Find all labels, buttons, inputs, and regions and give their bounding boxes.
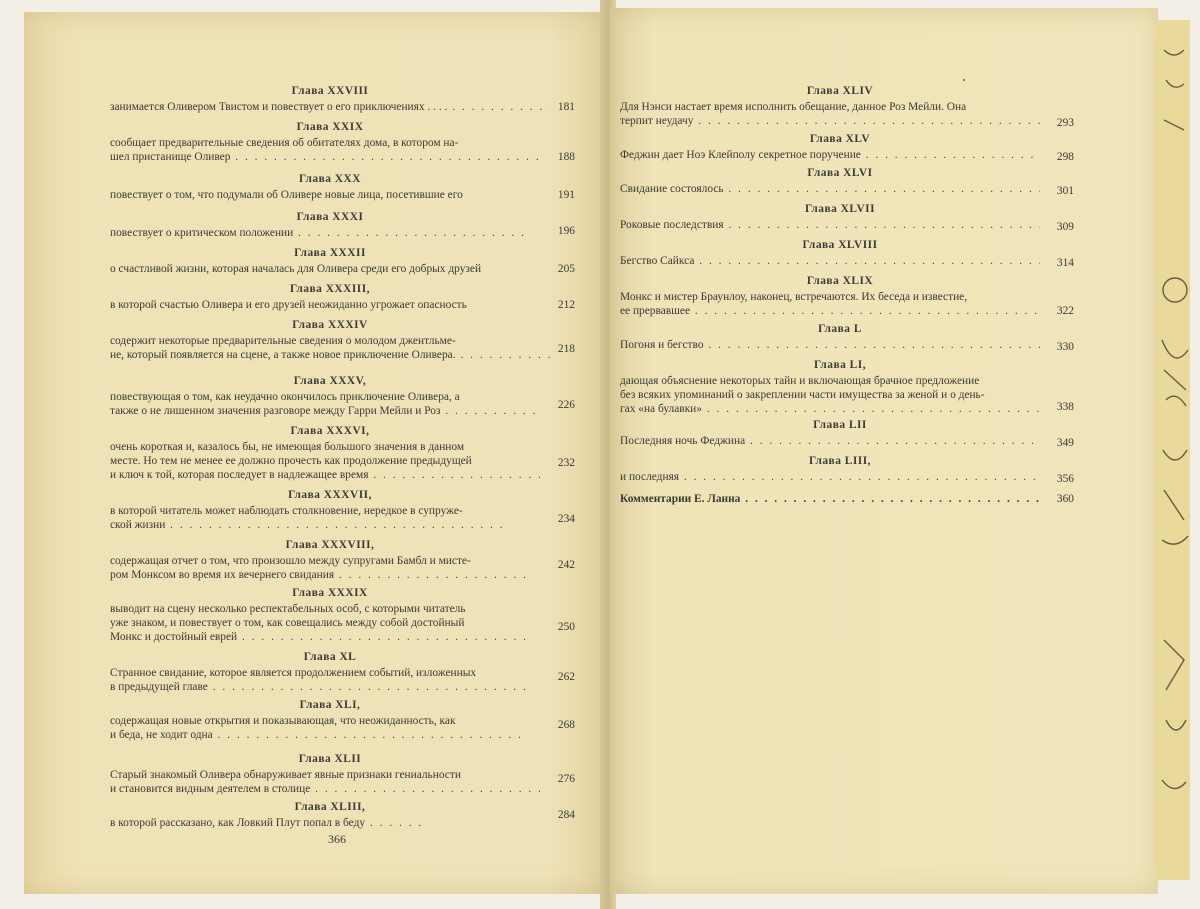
entry-text: не, который появляется на сцене, а также новое приключение Оливера. . . . xyxy=(110,348,550,362)
entry-text: Старый знакомый Оливера обнаруживает явные признаки гениальности xyxy=(110,769,461,781)
entry-text: ее прервавшее . . . xyxy=(620,304,1040,318)
entry-text: повествует о том, что подумали об Оливере новые лица, посетившие его xyxy=(110,189,463,201)
page-ref: 276 xyxy=(557,773,575,785)
page-ref: 196 xyxy=(557,225,575,237)
entry-text: повествующая о том, как неудачно окончилось приключение Оливера, а xyxy=(110,391,460,403)
entry-text: терпит неудачу . . . xyxy=(620,114,1040,128)
chapter-heading: Глава XXXIV xyxy=(292,319,368,331)
entry-text: содержащая отчет о том, что произошло между супругами Бамбл и мисте- xyxy=(110,555,471,567)
page-ref: 301 xyxy=(1056,185,1074,197)
chapter-heading: Глава L xyxy=(818,323,862,335)
page-ref: 181 xyxy=(557,101,575,113)
toc-entry xyxy=(620,274,1080,318)
page-ref: 360 xyxy=(1056,493,1074,505)
entry-text: Монкс и достойный еврей . . . xyxy=(110,630,530,644)
entry-text: и последняя . . . xyxy=(620,470,1040,484)
chapter-heading: Глава XXX xyxy=(299,173,361,185)
chapter-heading: Глава XLVII xyxy=(804,203,876,215)
page-ref: 330 xyxy=(1056,341,1074,353)
page-ref: 309 xyxy=(1056,221,1074,233)
page-ref: 356 xyxy=(1056,473,1074,485)
entry-text: ром Монксом во время их вечернего свидания . . . xyxy=(110,568,530,582)
chapter-heading: Глава XXXVII, xyxy=(288,489,372,501)
chapter-heading: Глава XXVIII xyxy=(291,85,369,97)
entry-text: сообщает предварительные сведения об обитателях дома, в котором на- xyxy=(110,137,459,149)
page-ref: 226 xyxy=(557,399,575,411)
page-ref: 212 xyxy=(557,299,575,311)
page-ref: 262 xyxy=(557,671,575,683)
entry-text: уже знаком, и повествует о том, как совещались между собой достойный xyxy=(110,617,465,629)
page-ref: 349 xyxy=(1056,437,1074,449)
page-ref: 242 xyxy=(557,559,575,571)
chapter-heading: Глава XLVI xyxy=(807,167,873,179)
page-ref: 250 xyxy=(557,621,575,633)
toc-entry xyxy=(620,202,1080,232)
chapter-heading: Глава XXXI xyxy=(296,211,364,223)
chapter-heading: Глава XXXVI, xyxy=(290,425,370,437)
toc-entry xyxy=(620,418,1080,448)
toc-entry xyxy=(620,238,1080,268)
entry-text: Феджин дает Ноэ Клейполу секретное поручение . . . xyxy=(620,148,1040,162)
page-ref: 205 xyxy=(557,263,575,275)
chapter-heading: Глава XLVIII xyxy=(802,239,878,251)
chapter-heading: Глава LIII, xyxy=(809,455,871,467)
page-ref: 191 xyxy=(557,189,575,201)
page-ref: 268 xyxy=(557,719,575,731)
toc-entry xyxy=(620,132,1080,162)
commentary-entry: Комментарии Е. Ланна . . . xyxy=(620,492,1040,506)
page-ref: 232 xyxy=(557,457,575,469)
entry-text: гах «на булавки» . . . xyxy=(620,402,1040,416)
entry-text: Роковые последствия . . . xyxy=(620,218,1040,232)
entry-text: содержит некоторые предварительные сведения о молодом джентльме- xyxy=(110,335,456,347)
entry-text: Свидание состоялось . . . xyxy=(620,182,1040,196)
chapter-heading: Глава XLV xyxy=(809,133,871,145)
entry-text: шел пристанище Оливер . . . xyxy=(110,150,540,164)
page-number: 366 xyxy=(328,832,346,846)
chapter-heading: Глава LI, xyxy=(813,359,867,371)
page-ref: 284 xyxy=(557,809,575,821)
toc-entry xyxy=(620,492,1080,506)
entry-text: в предыдущей главе . . . xyxy=(110,680,530,694)
entry-text: Бегство Сайкса . . . xyxy=(620,254,1040,268)
entry-text: Монкс и мистер Браунлоу, наконец, встречаются. Их беседа и известие, xyxy=(620,291,968,303)
entry-text: занимается Оливером Твистом и повествует о его приключениях . . . . . . . xyxy=(110,100,550,114)
entry-text: ской жизни . . . xyxy=(110,518,510,532)
chapter-heading: Глава XLIII, xyxy=(294,801,366,813)
chapter-heading: Глава XXXVIII, xyxy=(285,539,375,551)
chapter-heading: Глава XXXII xyxy=(294,247,366,259)
entry-text: выводит на сцену несколько респектабельных особ, с которыми читатель xyxy=(110,603,466,615)
entry-text: о счастливой жизни, которая началась для Оливера среди его добрых друзей xyxy=(110,263,482,275)
entry-text: без всяких упоминаний о закреплении части имущества за женой и о день- xyxy=(620,389,985,401)
entry-text: Странное свидание, которое является продолжением событий, изложенных xyxy=(110,667,477,679)
entry-text: Погоня и бегство . . . xyxy=(620,338,1040,352)
chapter-heading: Глава XLIV xyxy=(806,85,874,97)
entry-text: в которой рассказано, как Ловкий Плут попал в беду . . . xyxy=(110,816,425,830)
page-ref: 218 xyxy=(557,343,575,355)
chapter-heading: Глава XLII xyxy=(298,753,362,765)
entry-text: и беда, не ходит одна . . . xyxy=(110,728,520,742)
toc-entry xyxy=(620,322,1080,352)
entry-text: также о не лишенном значения разговоре между Гарри Мейли и Роз . . . xyxy=(110,404,540,418)
entry-text: и ключ к той, которая последует в надлежащее время . . . xyxy=(110,468,540,482)
top-dot xyxy=(963,79,965,81)
toc-entry xyxy=(620,84,1080,128)
toc-entry xyxy=(620,358,1080,416)
page-ref: 322 xyxy=(1056,305,1074,317)
entry-text: дающая объяснение некоторых тайн и включающая брачное предложение xyxy=(620,375,980,387)
entry-text: Последняя ночь Феджина . . . xyxy=(620,434,1040,448)
toc-entry xyxy=(620,454,1080,484)
entry-text: и становится видным деятелем в столице . . . xyxy=(110,782,540,796)
chapter-heading: Глава XXIX xyxy=(296,121,364,133)
chapter-heading: Глава XXXIX xyxy=(292,587,368,599)
page-ref: 338 xyxy=(1056,401,1074,413)
entry-text: в которой счастью Оливера и его друзей неожиданно угрожает опасность xyxy=(110,299,467,311)
page-ref: 314 xyxy=(1056,257,1074,269)
page-ref: 298 xyxy=(1056,151,1074,163)
chapter-heading: Глава XLI, xyxy=(299,699,361,711)
chapter-heading: Глава LII xyxy=(813,419,867,431)
page-ref: 188 xyxy=(557,151,575,163)
entry-text: содержащая новые открытия и показывающая, что неожиданность, как xyxy=(110,715,456,727)
page-ref: 234 xyxy=(557,513,575,525)
chapter-heading: Глава XXXIII, xyxy=(289,283,371,295)
entry-text: в которой читатель может наблюдать столкновение, нередкое в супруже- xyxy=(110,505,463,517)
entry-text: очень короткая и, казалось бы, не имеющая большого значения в данном xyxy=(110,441,465,453)
page-ref: 293 xyxy=(1056,117,1074,129)
chapter-heading: Глава XXXV, xyxy=(293,375,367,387)
toc-entry xyxy=(620,166,1080,196)
chapter-heading: Глава XL xyxy=(303,651,357,663)
entry-text: месте. Но тем не менее ее должно прочесть как продолжение предыдущей xyxy=(110,455,472,467)
entry-text: Для Нэнси настает время исполнить обещание, данное Роз Мейли. Она xyxy=(620,101,967,113)
entry-text: повествует о критическом положении . . . xyxy=(110,226,530,240)
chapter-heading: Глава XLIX xyxy=(806,275,874,287)
